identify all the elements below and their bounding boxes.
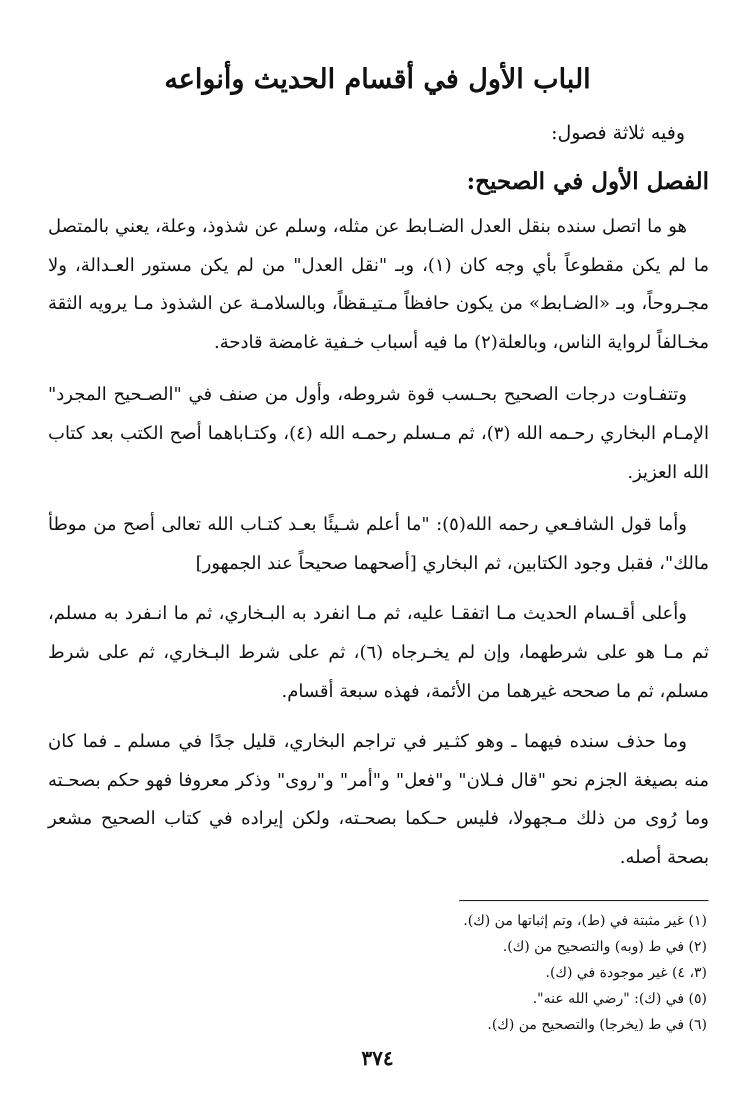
paragraph-ranking: وأعلى أقـسام الحديث مـا اتفقـا عليه، ثم مـا انفرد به البـخاري، ثم ما انـفرد به مسلم، ثم مـا هو على شرطهما، وإن لم يخـرجاه (٦)، ثم على شرط البـخاري، ثم على شرط مسلم، ثم ما صححه غيرهما من الأئمة، فهذه سبعة أقسام. — [48, 603, 709, 702]
footnote-item: (٥) في (ك): "رضي الله عنه". — [532, 991, 707, 1007]
paragraph-suspended-chains: وما حذف سنده فيهما ـ وهو كثـير في تراجم البخاري، قليل جدًا في مسلم ـ فما كان منه بصيغة الجزم نحو "قال فـلان" و"فعل" و"أمر" و"روى" وذكر معروفا فهو حكم بصحـته وما رُوى من ذلك مـجهولا، فليس حـكما بصحـته، ولكن إيراده في كتاب الصحيح مشعر بصحة أصله. — [48, 731, 709, 868]
footnote-item: (٦) في ط (يخرجا) والتصحيح من (ك). — [487, 1017, 707, 1033]
paragraph-grades: وتتفـاوت درجات الصحيح بحـسب قوة شروطه، وأول من صنف في "الصـحيح المجرد" الإمـام البخاري رحـمه الله (٣)، ثم مـسلم رحمـه الله (٤)، وكتـاباهما أصح الكتب بعد كتاب الله العزيز. — [48, 384, 710, 483]
paragraph-shafii-quote: وأما قول الشافـعي رحمه الله(٥): "ما أعلم شـيئًا بعـد كتـاب الله تعالى أصح من موطأ مالك"، فقبل وجود الكتابين، ثم البخاري [أصحهما صحيحاً عند الجمهور] — [48, 514, 709, 574]
footnotes-list — [48, 908, 707, 1038]
section-heading: الفصل الأول في الصحيح: — [466, 168, 709, 195]
footnote-item: (١) غير مثبتة في (ط)، وتم إثباتها من (ك). — [463, 913, 707, 929]
paragraph-definition: هو ما اتصل سنده بنقل العدل الضـابط عن مثله، وسلم عن شذوذ، وعلة، يعني بالمتصل ما لم يكن مقطوعاً بأي وجه كان (١)، وبـ "نقل العدل" من لم يكن مستور العـدالة، ولا مجـروحاً، وبـ «الضـابط» من يكون حافظاً مـتيـقظاً، وبالسلامـة عن الشذوذ مـا يرويه الثقة مخـالفاً لرواية الناس، وبالعلة(٢) ما فيه أسباب خـفية غامضة قادحة. — [48, 216, 709, 353]
chapter-title: الباب الأول في أقسام الحديث وأنواعه — [164, 64, 591, 95]
footnote-item: (٢) في ط (وبه) والتصحيح من (ك). — [502, 939, 707, 955]
footnote-divider — [459, 900, 709, 902]
footnote-item: (٣، ٤) غير موجودة في (ك). — [545, 965, 707, 981]
body-text — [48, 208, 709, 892]
page-number: ٣٧٤ — [361, 1046, 394, 1070]
chapter-intro: وفيه ثلاثة فصول: — [551, 122, 685, 144]
